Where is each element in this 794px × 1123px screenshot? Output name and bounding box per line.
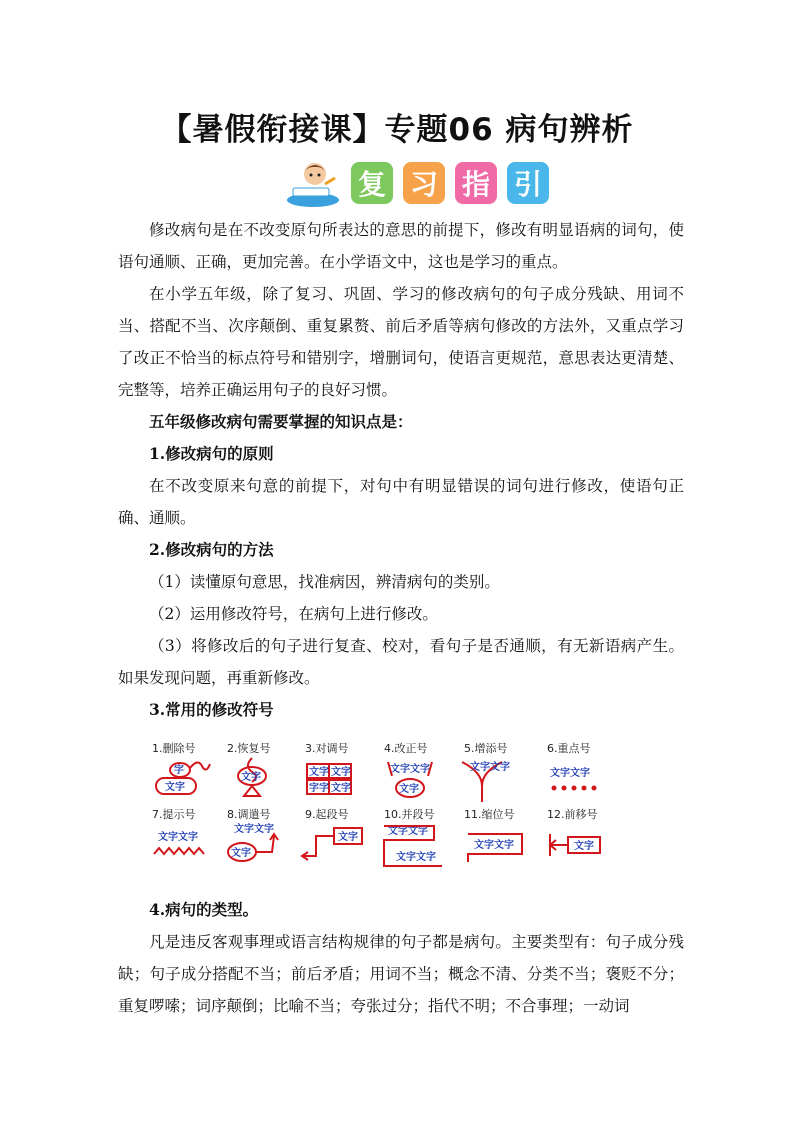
delete-mark-icon [156,762,210,794]
banner-char-2: 习 [403,162,445,204]
review-guide-banner [285,158,549,208]
correction-symbols-figure [152,736,612,872]
merge-paragraph-mark-icon [384,824,442,866]
svg-text:文字: 文字 [331,783,351,794]
heading-types: 4.病句的类型。 [149,900,259,919]
paragraph-grade5: 在小学五年级，除了复习、巩固、学习的修改病句的句子成分残缺、用词不当、搭配不当、次序颠倒、重复累赘、前后矛盾等病句修改的方法外，又重点学习了改正不恰当的标点符号和错别字，增删词句，使语言更规范，意思表达更清楚、完整等，培养正确运用句子的良好习惯。 [118,285,684,399]
svg-text:文字文字: 文字文字 [474,840,514,851]
heading-principle: 1.修改病句的原则 [149,444,274,463]
heading-knowledge: 五年级修改病句需要掌握的知识点是： [149,412,413,431]
delete-word: 文字 [165,782,185,793]
symbol-label-3: 3.对调号 [305,742,349,755]
svg-text:文字文字: 文字文字 [396,852,436,863]
shift-forward-mark-icon [550,834,600,856]
correct-word: 文字文字 [390,764,430,775]
paragraph-intro: 修改病句是在不改变原句所表达的意思的前提下，修改有明显语病的词句，使语句通顺、正确，更加完善。在小学语文中，这也是学习的重点。 [118,221,684,271]
svg-text:文字: 文字 [309,767,329,778]
banner-char-3: 指 [455,162,497,204]
delete-char: 字 [174,765,184,776]
new-paragraph-mark-icon [302,828,362,860]
hint-mark-icon [154,830,204,854]
symbol-label-7: 7.提示号 [152,808,196,821]
paragraph-types: 凡是违反客观事理或语言结构规律的句子都是病句。主要类型有：句子成分残缺；句子成分搭配不当；前后矛盾；用词不当；概念不清、分类不当；褒贬不分；重复啰嗦；词序颠倒；比喻不当；夸张过分；指代不明；不合事理；一动词 [118,933,684,1015]
correct-mark-icon [388,762,432,797]
symbol-label-5: 5.增添号 [464,742,508,755]
symbol-label-10: 10.并段号 [384,808,435,821]
symbol-label-4: 4.改正号 [384,742,428,755]
method-2: （2）运用修改符号，在病句上进行修改。 [149,605,438,623]
symbol-label-2: 2.恢复号 [227,742,271,755]
banner-char-4: 引 [507,162,549,204]
svg-text:字字: 字字 [309,783,329,794]
symbol-label-1: 1.删除号 [152,742,196,755]
student-writing-icon [285,158,341,208]
emphasis-word: 文字文字 [550,768,590,779]
method-1: （1）读懂原句意思，找准病因，辨清病句的类别。 [149,573,500,591]
restore-word: 文字 [241,772,261,783]
svg-text:文字: 文字 [574,841,594,852]
symbol-label-12: 12.前移号 [547,808,598,821]
svg-text:文字: 文字 [399,784,419,795]
restore-mark-icon [238,758,266,796]
symbol-label-8: 8.调遣号 [227,808,271,821]
banner-char-1: 复 [351,162,393,204]
swap-mark-icon [307,764,351,794]
svg-text:文字: 文字 [231,848,251,859]
page-title: 【暑假衔接课】专题06 病句辨析 [160,112,634,148]
emphasis-mark-icon [550,766,597,791]
svg-text:文字: 文字 [331,767,351,778]
symbol-label-11: 11.缩位号 [464,808,515,821]
add-word: 文字文字 [470,762,510,773]
indent-mark-icon [468,834,522,862]
svg-text:文字: 文字 [338,832,358,843]
heading-symbols: 3.常用的修改符号 [149,700,274,719]
heading-method: 2.修改病句的方法 [149,540,274,559]
svg-text:文字文字: 文字文字 [158,832,198,843]
paragraph-principle: 在不改变原来句意的前提下，对句中有明显错误的词句进行修改，使语句正确、通顺。 [118,477,684,527]
svg-text:文字文字: 文字文字 [388,826,428,837]
symbol-label-9: 9.起段号 [305,808,349,821]
method-3: （3）将修改后的句子进行复查、校对，看句子是否通顺，有无新语病产生。如果发现问题，再重新修改。 [118,637,684,687]
svg-text:文字文字: 文字文字 [234,824,274,835]
move-mark-icon [228,822,278,861]
symbol-label-6: 6.重点号 [547,742,591,755]
add-mark-icon [462,760,510,802]
